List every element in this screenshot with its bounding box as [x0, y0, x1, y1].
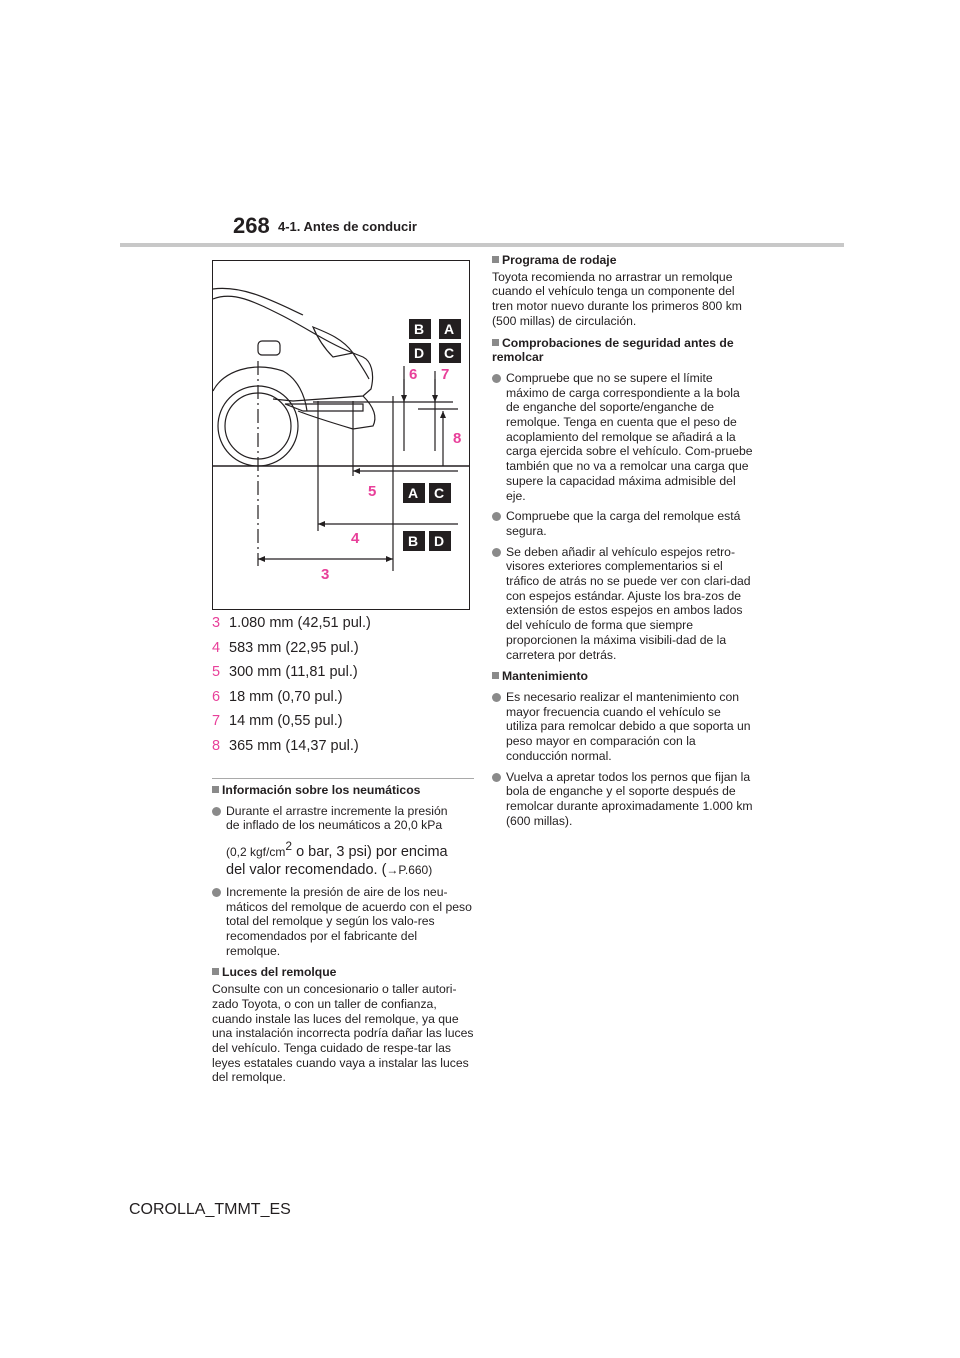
badge-b-bottom: B: [408, 533, 419, 549]
breakin-heading: Programa de rodaje: [492, 253, 754, 268]
round-bullet-icon: [212, 807, 221, 816]
maintenance-bullet-2: Vuelva a apretar todos los pernos que fijan la bola de enganche y el soporte después de remolcar durante aproximadamente 1.000 km (600 millas).: [492, 770, 754, 829]
square-bullet-icon: [212, 968, 219, 975]
hitch-bar: [285, 404, 363, 411]
tires-b1-line2: de inflado de los neumáticos a 20,0 kPa: [226, 818, 443, 833]
square-bullet-icon: [492, 339, 499, 346]
dimension-number: 5: [212, 664, 221, 681]
dimension-value: 583 mm (22,95 pul.): [229, 639, 359, 656]
car-roof-line: [213, 288, 303, 315]
dimension-number: 3: [212, 615, 221, 631]
badge-c-mid: C: [434, 485, 445, 501]
tires-bullet-1: [212, 804, 474, 879]
arrowhead-6: [401, 395, 407, 402]
car-bumper: [298, 396, 375, 429]
lights-heading: Luces del remolque: [212, 965, 474, 980]
breakin-text: Toyota recomienda no arrastrar un remolque cuando el vehículo tenga un componente del tren motor nuevo durante los primeros 800 km (500 millas) de circulación.: [492, 269, 742, 328]
document-id: COROLLA_TMMT_ES: [129, 1201, 291, 1218]
square-bullet-icon: [492, 672, 499, 679]
round-bullet-icon: [492, 548, 501, 557]
dim-label-3: 3: [321, 566, 330, 583]
lights-text: Consulte con un concesionario o taller autori-zado Toyota, o con un taller de confianza, cuando instale las luces del remolque, ya que una instalación incorrecta podría dañar las luces del vehículo. Tenga cuidado de respe-tar las leyes estatales cuando vaya a instalar las luces del remolque.: [212, 982, 474, 1085]
side-window: [258, 341, 280, 355]
round-bullet-icon: [492, 374, 501, 383]
round-bullet-icon: [492, 773, 501, 782]
tires-bullet-2: Incremente la presión de aire de los neu-máticos del remolque de acuerdo con el peso total del remolque y según los valo-res recomendados por el fabricante del remolque.: [212, 885, 474, 959]
arrowhead-4-left: [318, 521, 325, 527]
round-bullet-icon: [212, 888, 221, 897]
tail-lamp: [313, 327, 353, 357]
left-column: [212, 778, 474, 1085]
dimension-item: [212, 710, 472, 735]
dimension-value: 1.080 mm (42,51 pul.): [229, 615, 371, 631]
dimension-number: 8: [212, 737, 221, 754]
badge-b-top: B: [414, 321, 425, 337]
square-bullet-icon: [492, 256, 499, 263]
badge-a-top: A: [444, 321, 455, 337]
dimension-item: [212, 686, 472, 711]
arrowhead-3-right: [386, 556, 393, 562]
rear-wheel-rim: [225, 393, 291, 459]
dimension-item: [212, 735, 472, 760]
dim-label-5: 5: [368, 483, 377, 500]
dimension-item: [212, 637, 472, 662]
dimension-number: 6: [212, 688, 221, 705]
dimension-number: 7: [212, 713, 221, 730]
tires-b1-line4: del valor recomendado. (→P.660): [226, 861, 433, 878]
dimension-list: [212, 612, 472, 760]
right-column: [492, 253, 754, 828]
dimension-value: 18 mm (0,70 pul.): [229, 688, 343, 705]
dim-label-7: 7: [441, 366, 450, 383]
maintenance-bullet-1: Es necesario realizar el mantenimiento con mayor frecuencia cuando el vehículo se utiliza para remolcar debido a que soporta un peso mayor en comparación con la conducción normal.: [492, 690, 754, 764]
dim-label-4: 4: [351, 530, 360, 547]
page-reference-link[interactable]: →P.660): [386, 862, 433, 877]
dim-label-6: 6: [409, 366, 418, 383]
dimension-value: 14 mm (0,55 pul.): [229, 713, 343, 730]
arrowhead-5-left: [353, 468, 360, 474]
maintenance-heading: Mantenimiento: [492, 669, 754, 684]
dimension-item: [212, 612, 472, 637]
section-title: 4-1. Antes de conducir: [278, 219, 417, 234]
tires-b1-line1: Durante el arrastre incremente la presión: [226, 803, 448, 818]
arrowhead-8: [440, 411, 446, 418]
badge-c-top: C: [444, 345, 455, 361]
page-number: 268: [233, 213, 270, 238]
towing-diagram-svg: [213, 261, 469, 609]
safety-heading: Comprobaciones de seguridad antes de remolcar: [492, 335, 734, 365]
square-bullet-icon: [212, 786, 219, 793]
safety-bullet-2: Compruebe que la carga del remolque está segura.: [492, 509, 754, 538]
safety-bullet-3: Se deben añadir al vehículo espejos retro-visores exteriores complementarios si el tráfico de atrás no se puede ver con clari-dad con espejos estándar. Ajuste los bra-zos de extensión de estos espejos en ambos lados del vehículo de forma que siempre proporcionen la máxima visibili-dad de la carretera por detrás.: [492, 545, 754, 663]
car-trunk-line: [353, 353, 369, 379]
tires-heading: Información sobre los neumáticos: [212, 783, 474, 798]
towing-diagram: [212, 260, 470, 610]
round-bullet-icon: [492, 693, 501, 702]
dimension-number: 4: [212, 639, 221, 656]
arrowhead-3-left: [258, 556, 265, 562]
header-rule: [120, 243, 844, 247]
tires-b1-line3: (0,2 kgf/$cm^2$ o bar, 3 psi) por encima: [226, 839, 448, 860]
dimension-value: 365 mm (14,37 pul.): [229, 737, 359, 754]
badge-d-top: D: [414, 345, 425, 361]
badge-a-mid: A: [408, 485, 419, 501]
dimension-value: 300 mm (11,81 pul.): [229, 664, 358, 681]
dimension-item: [212, 661, 472, 686]
dim-label-8: 8: [453, 430, 462, 447]
badge-d-bottom: D: [434, 533, 445, 549]
safety-bullet-1: Compruebe que no se supere el límite máximo de carga correspondiente a la bola de enganche del soporte/enganche de remolque. Tenga en cuenta que el peso de acoplamiento del remolque se añadirá a la carga ejercida sobre el vehículo. Com-pruebe también que no va a remolcar una carga que supere la capacidad máxima admisible del eje.: [492, 371, 754, 503]
arrowhead-7: [432, 395, 438, 402]
round-bullet-icon: [492, 512, 501, 521]
